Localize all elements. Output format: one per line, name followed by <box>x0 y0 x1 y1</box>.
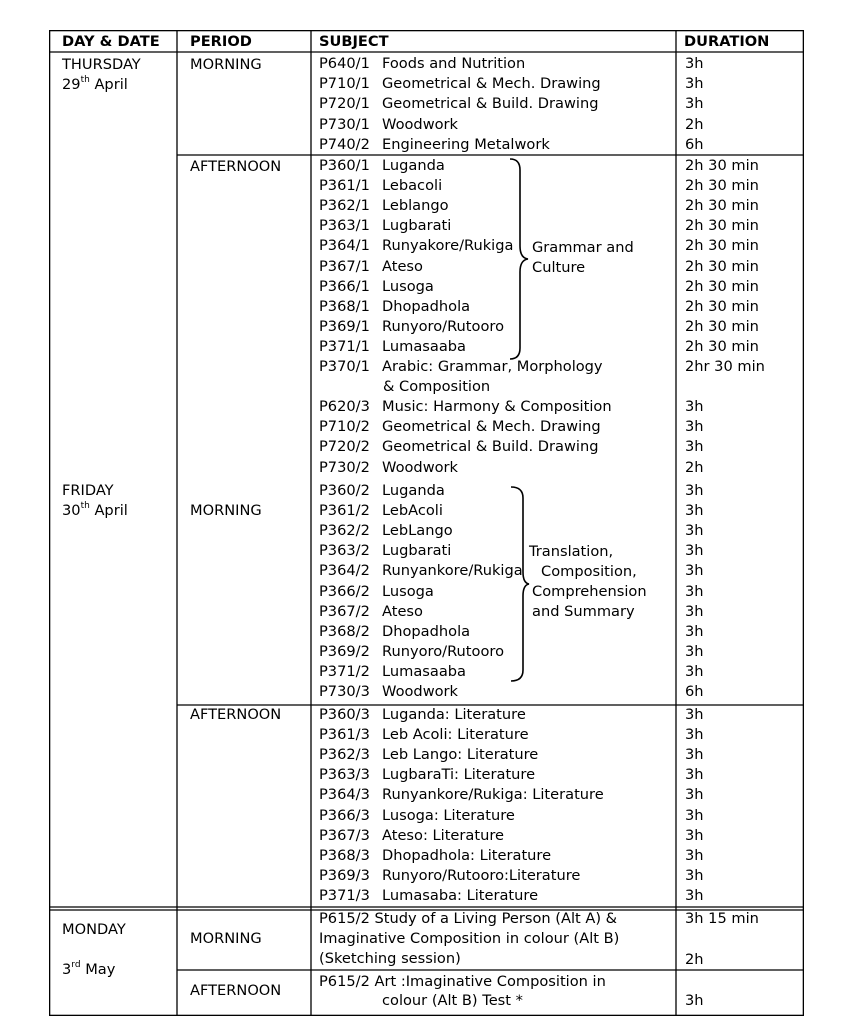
subject-duration: 3h <box>685 726 704 743</box>
subject-code: P710/2 <box>319 418 370 435</box>
subject-duration: 2h 30 min <box>685 157 759 174</box>
subject-duration: 3h <box>685 542 704 559</box>
subject-duration: 3h <box>685 603 704 620</box>
subject-duration: 2h <box>685 116 704 133</box>
subject-code: P740/2 <box>319 136 370 153</box>
subject-name: Lumasaba: Literature <box>382 887 539 904</box>
period-friday-afternoon: AFTERNOON <box>190 706 282 723</box>
subject-code: P362/3 <box>319 746 370 763</box>
subject-duration: 3h <box>685 55 704 72</box>
thursday-day: THURSDAY <box>62 56 141 73</box>
subject-name: Luganda <box>382 157 445 174</box>
subject-duration: 2hr 30 min <box>685 358 765 375</box>
period-friday-morning: MORNING <box>190 502 262 519</box>
subject-code: P361/3 <box>319 726 370 743</box>
subject-duration: 3h <box>685 786 704 803</box>
subject-duration: 3h <box>685 482 704 499</box>
subject-duration: 3h <box>685 847 704 864</box>
subject-name: LebLango <box>382 522 453 539</box>
subject-duration: 3h <box>685 398 704 415</box>
group-label-grammar: Grammar and <box>532 239 634 256</box>
group-label-culture: Culture <box>532 259 586 276</box>
group-label-summary: and Summary <box>532 603 635 620</box>
period-thursday-afternoon: AFTERNOON <box>190 158 282 175</box>
subject-duration: 2h 30 min <box>685 217 759 234</box>
subject-duration: 3h <box>685 746 704 763</box>
subject-code: P361/1 <box>319 177 370 194</box>
subject-name: Runyoro/Rutooro <box>382 643 504 660</box>
subject-name: Engineering Metalwork <box>382 136 550 153</box>
friday-day: FRIDAY <box>62 482 114 499</box>
subject-name: Ateso <box>382 258 423 275</box>
friday-date: 30th April <box>62 501 128 519</box>
header-period: PERIOD <box>190 33 252 50</box>
subject-duration: 3h <box>685 663 704 680</box>
subject-name: Woodwork <box>382 459 459 476</box>
subject-name: Luganda: Literature <box>382 706 526 723</box>
exam-timetable <box>49 30 804 1016</box>
monday-day: MONDAY <box>62 921 126 938</box>
subject-code: P369/2 <box>319 643 370 660</box>
subject-duration: 2h 30 min <box>685 278 759 295</box>
subject-name: Lusoga <box>382 583 434 600</box>
subject-name: Foods and Nutrition <box>382 55 526 72</box>
subject-duration: 2h 30 min <box>685 237 759 254</box>
subject-code: P620/3 <box>319 398 370 415</box>
subject-code: P730/2 <box>319 459 370 476</box>
subject-code: P366/2 <box>319 583 370 600</box>
subject-code: P363/3 <box>319 766 370 783</box>
subject-code: P367/3 <box>319 827 370 844</box>
subject-name: LugbaraTi: Literature <box>382 766 536 783</box>
subject-code: P370/1 <box>319 358 370 375</box>
monday-morning-subject-line-2: Imaginative Composition in colour (Alt B) <box>319 930 620 947</box>
subject-duration: 3h <box>685 418 704 435</box>
subject-code: P730/3 <box>319 683 370 700</box>
subject-name: & Composition <box>383 378 491 395</box>
subject-name: Runyoro/Rutooro:Literature <box>382 867 581 884</box>
subject-duration: 3h <box>685 807 704 824</box>
monday-morning-subject-line-3: (Sketching session) <box>319 950 461 967</box>
subject-name: Geometrical & Mech. Drawing <box>382 418 601 435</box>
subject-code: P367/2 <box>319 603 370 620</box>
subject-name: Leb Acoli: Literature <box>382 726 529 743</box>
subject-code: P362/2 <box>319 522 370 539</box>
monday-morning-duration-2: 2h <box>685 951 704 968</box>
subject-duration: 2h <box>685 459 704 476</box>
subject-code: P369/3 <box>319 867 370 884</box>
period-monday-afternoon: AFTERNOON <box>190 982 282 999</box>
subject-duration: 3h <box>685 75 704 92</box>
period-monday-morning: MORNING <box>190 930 262 947</box>
monday-morning-duration-1: 3h 15 min <box>685 910 759 927</box>
subject-code: P730/1 <box>319 116 370 133</box>
subject-code: P710/1 <box>319 75 370 92</box>
monday-morning-subject-line-1: P615/2 Study of a Living Person (Alt A) & <box>319 910 618 927</box>
brace-grammar-culture <box>504 158 534 360</box>
subject-name: Luganda <box>382 482 445 499</box>
thursday-date: 29th April <box>62 75 128 93</box>
subject-duration: 6h <box>685 683 704 700</box>
subject-duration: 3h <box>685 522 704 539</box>
subject-name: Music: Harmony & Composition <box>382 398 612 415</box>
subject-code: P366/3 <box>319 807 370 824</box>
subject-name: Dhopadhola <box>382 623 471 640</box>
subject-code: P720/2 <box>319 438 370 455</box>
subject-duration: 3h <box>685 827 704 844</box>
subject-name: Leblango <box>382 197 449 214</box>
subject-name: Lusoga <box>382 278 434 295</box>
subject-name: Arabic: Grammar, Morphology <box>382 358 603 375</box>
subject-code: P362/1 <box>319 197 370 214</box>
subject-name: Lusoga: Literature <box>382 807 515 824</box>
subject-duration: 2h 30 min <box>685 338 759 355</box>
subject-duration: 3h <box>685 766 704 783</box>
subject-code: P368/2 <box>319 623 370 640</box>
subject-name: Woodwork <box>382 116 459 133</box>
subject-duration: 3h <box>685 583 704 600</box>
subject-duration: 3h <box>685 623 704 640</box>
subject-name: Geometrical & Build. Drawing <box>382 95 599 112</box>
subject-code: P368/1 <box>319 298 370 315</box>
subject-code: P364/1 <box>319 237 370 254</box>
subject-code: P363/1 <box>319 217 370 234</box>
subject-name: Runyoro/Rutooro <box>382 318 504 335</box>
subject-duration: 2h 30 min <box>685 318 759 335</box>
subject-duration: 3h <box>685 502 704 519</box>
subject-name: Ateso <box>382 603 423 620</box>
subject-name: Lugbarati <box>382 217 452 234</box>
subject-duration: 3h <box>685 867 704 884</box>
monday-afternoon-duration: 3h <box>685 992 704 1009</box>
subject-duration: 3h <box>685 643 704 660</box>
subject-name: Lumasaaba <box>382 663 466 680</box>
subject-duration: 2h 30 min <box>685 197 759 214</box>
subject-name: Runyankore/Rukiga: Literature <box>382 786 604 803</box>
subject-code: P364/3 <box>319 786 370 803</box>
monday-afternoon-subject-line-1: P615/2 Art :Imaginative Composition in <box>319 973 606 990</box>
monday-date: 3rd May <box>62 960 116 978</box>
group-label-comprehension: Comprehension <box>532 583 647 600</box>
subject-name: Dhopadhola <box>382 298 471 315</box>
subject-name: LebAcoli <box>382 502 443 519</box>
subject-name: Ateso: Literature <box>382 827 504 844</box>
subject-name: Dhopadhola: Literature <box>382 847 552 864</box>
subject-duration: 3h <box>685 95 704 112</box>
subject-name: Runyakore/Rukiga <box>382 237 514 254</box>
subject-code: P360/3 <box>319 706 370 723</box>
subject-name: Geometrical & Mech. Drawing <box>382 75 601 92</box>
subject-duration: 3h <box>685 438 704 455</box>
subject-name: Woodwork <box>382 683 459 700</box>
subject-duration: 2h 30 min <box>685 177 759 194</box>
subject-code: P371/1 <box>319 338 370 355</box>
subject-duration: 3h <box>685 887 704 904</box>
subject-duration: 2h 30 min <box>685 298 759 315</box>
group-label-composition: Composition, <box>541 563 637 580</box>
period-thursday-morning: MORNING <box>190 56 262 73</box>
group-label-translation: Translation, <box>529 543 614 560</box>
header-subject: SUBJECT <box>319 33 389 50</box>
subject-code: P371/2 <box>319 663 370 680</box>
subject-code: P720/1 <box>319 95 370 112</box>
subject-code: P360/1 <box>319 157 370 174</box>
monday-afternoon-subject-line-2: colour (Alt B) Test * <box>382 992 523 1009</box>
subject-code: P640/1 <box>319 55 370 72</box>
header-day-date: DAY & DATE <box>62 33 160 50</box>
subject-code: P371/3 <box>319 887 370 904</box>
subject-name: Geometrical & Build. Drawing <box>382 438 599 455</box>
subject-name: Leb Lango: Literature <box>382 746 539 763</box>
subject-code: P368/3 <box>319 847 370 864</box>
subject-code: P363/2 <box>319 542 370 559</box>
subject-name: Lumasaaba <box>382 338 466 355</box>
subject-name: Lebacoli <box>382 177 443 194</box>
subject-code: P367/1 <box>319 258 370 275</box>
subject-duration: 3h <box>685 706 704 723</box>
subject-name: Lugbarati <box>382 542 452 559</box>
subject-code: P369/1 <box>319 318 370 335</box>
subject-code: P361/2 <box>319 502 370 519</box>
subject-name: Runyankore/Rukiga <box>382 562 523 579</box>
subject-duration: 2h 30 min <box>685 258 759 275</box>
subject-code: P366/1 <box>319 278 370 295</box>
header-duration: DURATION <box>684 33 770 50</box>
subject-code: P364/2 <box>319 562 370 579</box>
subject-duration: 6h <box>685 136 704 153</box>
subject-duration: 3h <box>685 562 704 579</box>
subject-code: P360/2 <box>319 482 370 499</box>
